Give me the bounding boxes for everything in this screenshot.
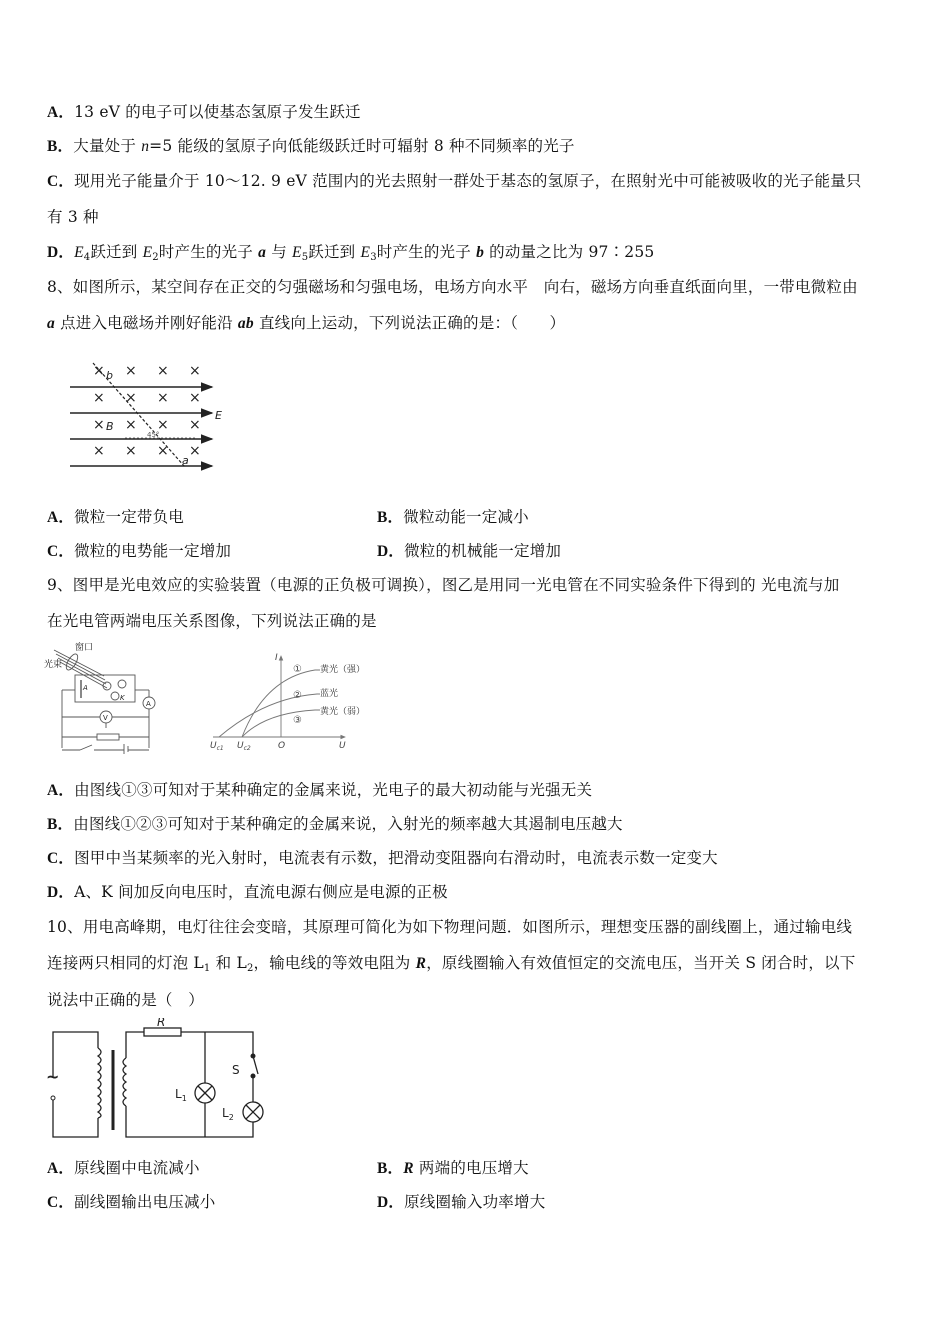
option-text: 图甲中当某频率的光入射时，电流表有示数，把滑动变阻器向右滑动时，电流表示数一定变大: [74, 849, 718, 867]
option-text: 微粒的机械能一定增加: [404, 542, 562, 560]
y-axis-label: I: [275, 653, 278, 663]
svg-text:×: ×: [125, 390, 137, 406]
resistor-R: [144, 1028, 181, 1036]
q8-stem-line1: [47, 277, 858, 297]
ammeter-icon: A: [146, 700, 151, 708]
q7-option-c-continued: [47, 207, 99, 227]
switch-contact-top: [251, 1054, 256, 1059]
svg-text:×: ×: [157, 390, 169, 406]
voltmeter-icon: V: [103, 714, 108, 722]
option-label: D．: [377, 1194, 405, 1211]
q9-stem-line1: [47, 575, 839, 595]
svg-text:×: ×: [125, 363, 137, 379]
primary-wire-top: [53, 1032, 98, 1077]
q10-stem-line3: [47, 990, 204, 1010]
subscript: 1: [203, 963, 211, 974]
svg-text:×: ×: [157, 363, 169, 379]
curve-1-number: ①: [293, 664, 302, 675]
option-text: 微粒动能一定减小: [403, 508, 529, 526]
curve-2-label: 蓝光: [320, 689, 339, 699]
label-beam: 光束: [44, 660, 63, 670]
svg-text:×: ×: [93, 363, 105, 379]
curve-1-label: 黄光（强）: [320, 665, 366, 675]
option-text: 时产生的光子: [158, 243, 259, 261]
q9-option-b: [47, 814, 623, 835]
option-text: 大量处于: [73, 137, 142, 155]
variable-e: E: [74, 244, 84, 261]
q9-option-c: [47, 848, 718, 869]
label-K: K: [120, 694, 125, 702]
q8-option-a: [47, 507, 184, 528]
subscript: 2: [246, 963, 254, 974]
switch-S: [253, 1056, 258, 1074]
option-label: B．: [47, 816, 74, 833]
q7-option-d: [47, 242, 655, 268]
svg-text:×: ×: [189, 390, 201, 406]
variable-a: a: [258, 244, 267, 261]
option-label: C．: [47, 850, 75, 867]
q7-option-b: [47, 136, 575, 157]
variable-e: E: [142, 244, 153, 261]
option-label: B．: [377, 509, 404, 526]
question-text: 和 L: [210, 954, 247, 972]
q8-stem-line2: [47, 313, 565, 334]
curve-3-number: ③: [293, 715, 302, 726]
option-text: 13 eV 的电子可以使基态氢原子发生跃迁: [74, 103, 361, 121]
subscript: 2: [152, 252, 159, 263]
question-text: 8、如图所示，某空间存在正交的匀强磁场和匀强电场，电场方向水平 向右，磁场方向垂直纸面向里，一带电微粒由: [47, 278, 858, 296]
q8-field-diagram: [60, 355, 235, 480]
option-text: 微粒的电势能一定增加: [74, 542, 232, 560]
angle-label: 45°: [147, 431, 160, 439]
x-axis-label: U: [339, 741, 346, 751]
curve-2: [219, 694, 320, 737]
option-text: 由图线①③可知对于某种确定的金属来说，光电子的最大初动能与光强无关: [74, 781, 593, 799]
option-text: 由图线①②③可知对于某种确定的金属来说，入射光的频率越大其遏制电压越大: [73, 815, 623, 833]
svg-text:×: ×: [93, 443, 105, 459]
label-R: R: [157, 1018, 166, 1029]
option-text: 原线圈中电流减小: [74, 1159, 200, 1177]
option-text: 现用光子能量介于 10～12. 9 eV 范围内的光去照射一群处于基态的氢原子，在照射光中可能被吸收的光子能量只: [74, 172, 862, 190]
question-text: 连接两只相同的灯泡 L: [47, 954, 204, 972]
variable-R: R: [415, 955, 427, 972]
primary-coil: [98, 1048, 101, 1118]
variable-ab: ab: [237, 315, 254, 332]
option-label: C．: [47, 173, 75, 190]
option-text: 跃迁到: [90, 243, 143, 261]
q10-option-b: [377, 1158, 529, 1179]
label-B: B: [106, 420, 114, 433]
option-label: C．: [47, 543, 75, 560]
question-text: ，输电线的等效电阻为: [253, 954, 416, 972]
svg-text:×: ×: [125, 417, 137, 433]
label-L2: $L_2$: [222, 1106, 234, 1122]
q8-option-d: [377, 541, 561, 562]
uc1-label: $U_{c1}$: [210, 741, 224, 752]
option-text: 与: [266, 243, 293, 261]
label-a: a: [182, 454, 189, 467]
q10-stem-line1: [47, 917, 852, 937]
svg-text:×: ×: [157, 443, 169, 459]
q7-option-a: [47, 102, 361, 123]
curve-3-label: 黄光（弱）: [320, 707, 366, 717]
q10-option-a: [47, 1158, 200, 1179]
q9-option-a: [47, 780, 592, 801]
option-text: 有 3 种: [47, 208, 99, 226]
variable-a: a: [47, 315, 55, 332]
option-label: A．: [47, 509, 75, 526]
option-label: D．: [47, 884, 75, 901]
option-label: B．: [47, 138, 74, 155]
svg-text:×: ×: [93, 390, 105, 406]
svg-text:×: ×: [189, 363, 201, 379]
option-text: 原线圈输入功率增大: [404, 1193, 546, 1211]
question-text: 10、用电高峰期，电灯往往会变暗，其原理可简化为如下物理问题．如图所示，理想变压器的副线圈上，通过输电线: [47, 918, 853, 936]
uc2-label: $U_{c2}$: [237, 741, 251, 752]
question-text: 说法中正确的是（ ）: [47, 991, 205, 1009]
label-L1: $L_1$: [175, 1087, 187, 1103]
svg-text:×: ×: [189, 417, 201, 433]
question-text: 在光电管两端电压关系图像，下列说法正确的是: [47, 612, 377, 630]
q8-option-b: [377, 507, 529, 528]
q9-photoelectric-apparatus: [42, 640, 162, 758]
q10-option-d: [377, 1192, 545, 1213]
question-text: ，原线圈输入有效值恒定的交流电压，当开关 S 闭合时，以下: [426, 954, 856, 972]
subscript: 3: [370, 252, 377, 263]
option-label: B．: [377, 1160, 404, 1177]
label-A: A: [83, 684, 88, 692]
ac-source-icon: ~: [46, 1067, 60, 1086]
option-label: A．: [47, 1160, 75, 1177]
variable-R: R: [403, 1160, 414, 1177]
option-text: 时产生的光子: [376, 243, 477, 261]
variable-b: b: [476, 244, 485, 261]
option-text: =5 能级的氢原子向低能级跃迁时可辐射 8 种不同频率的光子: [149, 137, 575, 155]
curve-2-number: ②: [293, 690, 302, 701]
origin-label: O: [278, 741, 286, 751]
option-text: 副线圈输出电压减小: [74, 1193, 216, 1211]
q10-stem-line2: [47, 953, 855, 979]
q9-option-d: [47, 882, 448, 903]
q7-option-c: [47, 171, 862, 192]
label-E: E: [215, 409, 222, 422]
option-text: 微粒一定带负电: [74, 508, 184, 526]
svg-text:×: ×: [93, 417, 105, 433]
q9-iv-graph: [205, 648, 380, 758]
subscript: 5: [301, 252, 309, 263]
option-text: 跃迁到: [308, 243, 361, 261]
question-text: 点进入电磁场并刚好能沿: [54, 314, 238, 332]
secondary-coil: [123, 1058, 126, 1106]
option-label: D．: [47, 244, 75, 261]
label-b: b: [106, 369, 113, 382]
q8-option-c: [47, 541, 231, 562]
question-text: 直线向上运动，下列说法正确的是：（ ）: [253, 314, 566, 332]
svg-text:×: ×: [157, 417, 169, 433]
label-S: S: [232, 1063, 240, 1077]
variable-n: n: [141, 138, 150, 155]
question-text: 9、图甲是光电效应的实验装置（电源的正负极可调换），图乙是用同一光电管在不同实验条件下得到的 光电流与加: [47, 576, 840, 594]
variable-e: E: [292, 244, 302, 261]
option-label: A．: [47, 782, 75, 799]
q10-transformer-circuit: [42, 1018, 267, 1143]
variable-e: E: [360, 244, 371, 261]
option-text: A、K 间加反向电压时，直流电源右侧应是电源的正极: [74, 883, 448, 901]
option-label: D．: [377, 543, 405, 560]
svg-text:×: ×: [189, 443, 201, 459]
option-label: A．: [47, 104, 75, 121]
label-window: 窗口: [75, 643, 94, 653]
q9-stem-line2: [47, 611, 377, 631]
subscript: 4: [83, 252, 91, 263]
terminal: [51, 1096, 55, 1100]
rheostat: [97, 734, 119, 740]
q10-option-c: [47, 1192, 215, 1213]
switch-contact-bottom: [251, 1074, 256, 1079]
svg-text:×: ×: [125, 443, 137, 459]
option-label: C．: [47, 1194, 75, 1211]
option-text: 的动量之比为 97∶255: [484, 243, 655, 261]
option-text: 两端的电压增大: [413, 1159, 529, 1177]
